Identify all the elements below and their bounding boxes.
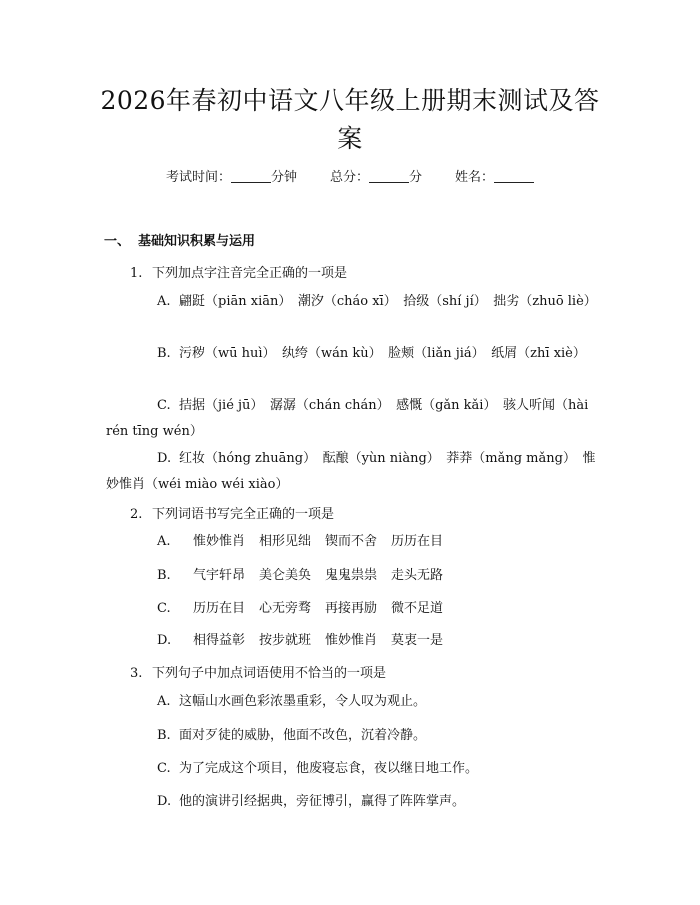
section-heading <box>104 230 255 249</box>
section-number: 一、 <box>104 234 131 249</box>
option-word: 鬼鬼祟祟 <box>325 568 378 583</box>
option-label: B. <box>157 568 171 583</box>
option-word: 相得益彰 <box>193 633 246 648</box>
question-stem <box>130 262 347 281</box>
name-field <box>455 168 534 187</box>
option-word: 再接再励 <box>325 601 378 616</box>
option-word: 美仑美奂 <box>259 568 312 583</box>
total-score-field <box>330 168 422 187</box>
total-score-blank <box>369 168 409 183</box>
answer-option <box>157 723 426 749</box>
option-word: 走头无路 <box>391 568 444 583</box>
option-word: 相形见绌 <box>259 534 312 549</box>
option-text: 红妆（hóng zhuāng） 酝酿（yùn niàng） 莽莽（mǎng mǎng） 惟妙惟肖（wéi miào wéi xiào） <box>106 451 596 492</box>
option-text: 为了完成这个项目，他废寝忘食，夜以继日地工作。 <box>179 761 479 776</box>
exam-time-blank <box>231 168 271 183</box>
exam-time-unit: 分钟 <box>271 170 298 185</box>
option-text: 翩跹（piān xiān） 潮汐（cháo xī） 拾级（shí jí） 拙劣（zhuō liè） <box>179 294 597 309</box>
option-label: A. <box>157 534 171 549</box>
answer-option <box>157 596 457 622</box>
question-number: 1. <box>130 266 143 281</box>
name-blank <box>494 168 534 183</box>
answer-option <box>106 446 601 498</box>
option-word: 心无旁骛 <box>259 601 312 616</box>
answer-option <box>106 341 601 367</box>
question-number: 2. <box>130 507 143 522</box>
option-label: B. <box>157 346 171 361</box>
option-label: B. <box>157 728 171 743</box>
option-text: 他的演讲引经据典，旁征博引，赢得了阵阵掌声。 <box>179 794 466 809</box>
question-text: 下列加点字注音完全正确的一项是 <box>152 266 348 281</box>
option-label: C. <box>157 601 171 616</box>
answer-option <box>157 563 457 589</box>
option-label: C. <box>157 398 171 413</box>
option-label: A. <box>157 294 171 309</box>
answer-option <box>157 756 478 782</box>
exam-time-label: 考试时间： <box>166 170 232 185</box>
option-label: D. <box>157 633 172 648</box>
option-word: 莫衷一是 <box>391 633 444 648</box>
option-word: 历历在目 <box>391 534 444 549</box>
option-text: 面对歹徒的威胁，他面不改色，沉着冷静。 <box>179 728 427 743</box>
answer-option <box>157 689 426 715</box>
option-word: 微不足道 <box>391 601 444 616</box>
question-text: 下列词语书写完全正确的一项是 <box>152 507 335 522</box>
question-text: 下列句子中加点词语使用不恰当的一项是 <box>152 666 387 681</box>
answer-option <box>106 289 601 315</box>
total-score-label: 总分： <box>330 170 370 185</box>
question-stem <box>130 503 334 522</box>
section-title-text: 基础知识积累与运用 <box>138 234 256 249</box>
option-word: 按步就班 <box>259 633 312 648</box>
answer-option <box>157 789 465 815</box>
page-title: 2026年春初中语文八年级上册期末测试及答案 <box>100 86 600 153</box>
option-word: 惟妙惟肖 <box>193 534 246 549</box>
option-word: 锲而不舍 <box>325 534 378 549</box>
name-label: 姓名： <box>455 170 495 185</box>
option-label: C. <box>157 761 171 776</box>
option-word: 历历在目 <box>193 601 246 616</box>
option-word: 惟妙惟肖 <box>325 633 378 648</box>
option-text: 污秽（wū huì） 纨绔（wán kù） 脸颊（liǎn jiá） 纸屑（zhī xiè） <box>179 346 586 361</box>
option-word: 气宇轩昂 <box>193 568 246 583</box>
question-stem <box>130 662 386 681</box>
option-label: D. <box>157 451 172 466</box>
answer-option <box>157 529 457 555</box>
exam-time-field <box>166 168 297 187</box>
option-text: 这幅山水画色彩浓墨重彩，令人叹为观止。 <box>179 694 427 709</box>
option-text: 拮据（jié jū） 潺潺（chán chán） 感慨（gǎn kǎi） 骇人听闻（hài rén tīng wén） <box>106 398 589 439</box>
answer-option <box>157 628 457 654</box>
option-label: D. <box>157 794 172 809</box>
option-label: A. <box>157 694 171 709</box>
total-score-unit: 分 <box>409 170 423 185</box>
answer-option <box>106 393 601 445</box>
question-number: 3. <box>130 666 143 681</box>
